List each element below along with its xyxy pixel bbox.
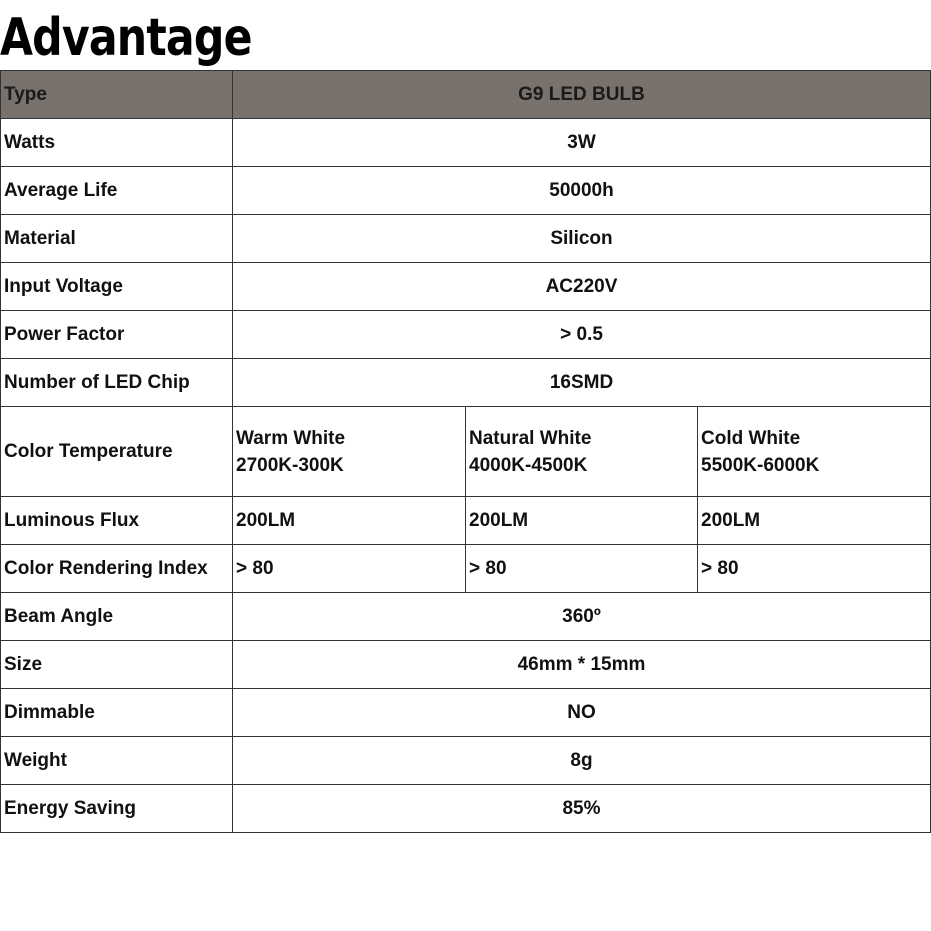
color-option-natural — [466, 407, 698, 497]
row-value: Silicon — [233, 215, 931, 263]
table-row — [1, 785, 931, 833]
color-option-name: Warm White — [236, 427, 346, 449]
row-value: AC220V — [233, 263, 931, 311]
row-value: 85% — [233, 785, 931, 833]
table-row — [1, 311, 931, 359]
color-option-cold — [698, 407, 931, 497]
row-value: 46mm * 15mm — [233, 641, 931, 689]
table-row — [1, 497, 931, 545]
row-label: Color Temperature — [1, 407, 233, 497]
row-label: Beam Angle — [1, 593, 233, 641]
row-label: Weight — [1, 737, 233, 785]
row-value: 200LM — [698, 497, 931, 545]
table-row — [1, 545, 931, 593]
row-label: Power Factor — [1, 311, 233, 359]
row-label: Input Voltage — [1, 263, 233, 311]
row-value: 8g — [233, 737, 931, 785]
row-label: Dimmable — [1, 689, 233, 737]
row-value: G9 LED BULB — [233, 71, 931, 119]
row-value: 50000h — [233, 167, 931, 215]
row-label: Color Rendering Index — [1, 545, 233, 593]
row-label: Watts — [1, 119, 233, 167]
color-option-range: 2700K-300K — [236, 454, 344, 476]
table-row-color-temperature — [1, 407, 931, 497]
row-value: 360º — [233, 593, 931, 641]
table-row — [1, 593, 931, 641]
color-option-warm — [233, 407, 466, 497]
row-value: > 80 — [698, 545, 931, 593]
table-row — [1, 689, 931, 737]
spec-table — [0, 70, 931, 833]
table-row — [1, 167, 931, 215]
table-row — [1, 359, 931, 407]
row-label: Average Life — [1, 167, 233, 215]
row-value: 16SMD — [233, 359, 931, 407]
table-row — [1, 263, 931, 311]
page-title: Advantage — [0, 8, 252, 68]
table-row — [1, 641, 931, 689]
table-row — [1, 737, 931, 785]
row-label: Material — [1, 215, 233, 263]
color-option-name: Natural White — [469, 427, 592, 449]
table-row — [1, 119, 931, 167]
row-value: > 80 — [233, 545, 466, 593]
row-value: 3W — [233, 119, 931, 167]
row-value: 200LM — [233, 497, 466, 545]
row-label: Size — [1, 641, 233, 689]
color-option-range: 5500K-6000K — [701, 454, 820, 476]
table-row — [1, 215, 931, 263]
row-label: Number of LED Chip — [1, 359, 233, 407]
row-label: Luminous Flux — [1, 497, 233, 545]
table-header-row — [1, 71, 931, 119]
row-label: Energy Saving — [1, 785, 233, 833]
row-value: > 0.5 — [233, 311, 931, 359]
color-option-name: Cold White — [701, 427, 801, 449]
row-label: Type — [1, 71, 233, 119]
row-value: > 80 — [466, 545, 698, 593]
row-value: NO — [233, 689, 931, 737]
color-option-range: 4000K-4500K — [469, 454, 588, 476]
row-value: 200LM — [466, 497, 698, 545]
